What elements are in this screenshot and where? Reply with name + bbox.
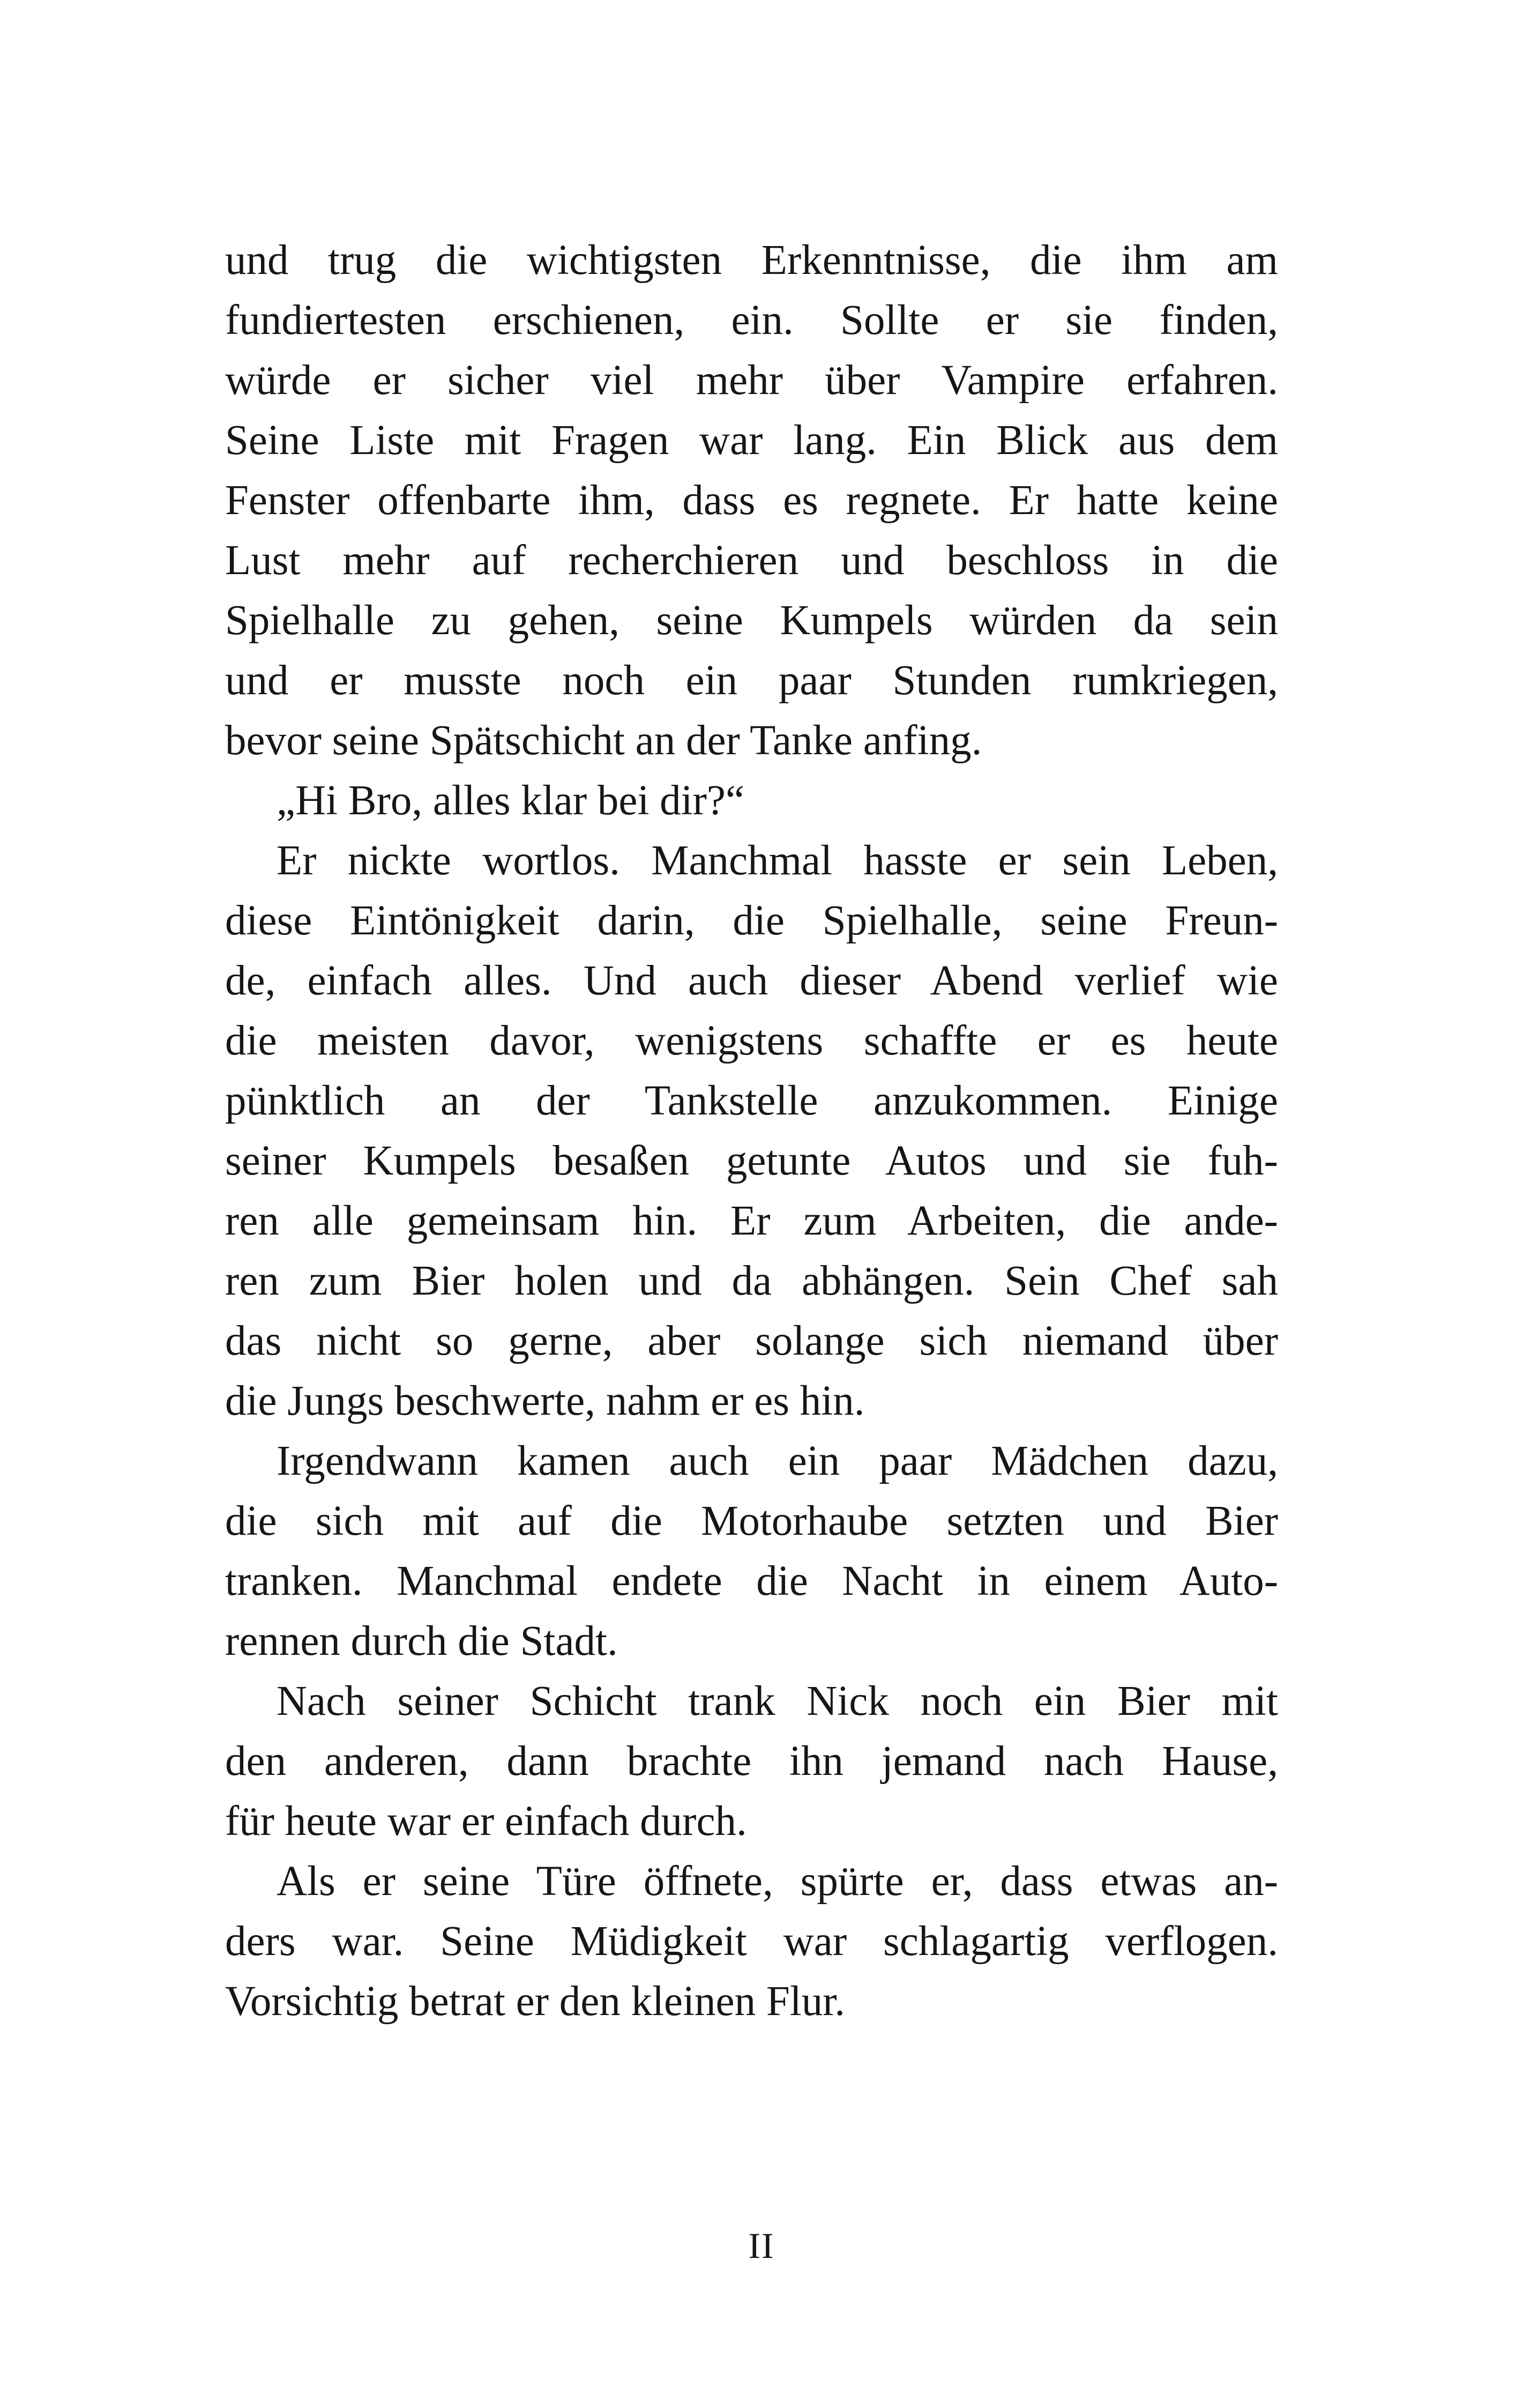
text-line: die meisten davor, wenigstens schaffte er es heute — [225, 1017, 1278, 1064]
text-line: Fenster offenbarte ihm, dass es regnete. Er hatte keine — [225, 477, 1278, 524]
text-line: fundiertesten erschienen, ein. Sollte er sie finden, — [225, 297, 1278, 344]
body-text — [225, 231, 1278, 2032]
text-line: Vorsichtig betrat er den kleinen Flur. — [225, 1978, 845, 2025]
dialogue-line: „Hi Bro, alles klar bei dir?“ — [277, 777, 745, 824]
text-line: ren alle gemeinsam hin. Er zum Arbeiten, die ande- — [225, 1198, 1278, 1244]
paragraph-start-line: Als er seine Türe öffnete, spürte er, dass etwas an- — [277, 1858, 1278, 1905]
text-line: für heute war er einfach durch. — [225, 1798, 747, 1845]
text-line: Spielhalle zu gehen, seine Kumpels würden da sein — [225, 597, 1278, 644]
text-line: das nicht so gerne, aber solange sich niemand über — [225, 1318, 1278, 1364]
paragraph-start-line: Nach seiner Schicht trank Nick noch ein Bier mit — [277, 1678, 1278, 1725]
paragraph-start-line: Irgendwann kamen auch ein paar Mädchen dazu, — [277, 1438, 1278, 1484]
text-line: pünktlich an der Tankstelle anzukommen. Einige — [225, 1077, 1278, 1124]
text-line: und trug die wichtigsten Erkenntnisse, die ihm am — [225, 237, 1278, 284]
text-line: würde er sicher viel mehr über Vampire erfahren. — [225, 357, 1278, 404]
text-line: diese Eintönigkeit darin, die Spielhalle, seine Freun- — [225, 897, 1278, 944]
text-line: bevor seine Spätschicht an der Tanke anfing. — [225, 717, 982, 764]
text-line: seiner Kumpels besaßen getunte Autos und sie fuh- — [225, 1138, 1278, 1184]
text-line: Seine Liste mit Fragen war lang. Ein Blick aus dem — [225, 417, 1278, 464]
text-line: und er musste noch ein paar Stunden rumkriegen, — [225, 657, 1278, 704]
paragraph-start-line: Er nickte wortlos. Manchmal hasste er sein Leben, — [277, 837, 1278, 884]
text-line: rennen durch die Stadt. — [225, 1618, 618, 1664]
text-line: Lust mehr auf recherchieren und beschloss in die — [225, 537, 1278, 584]
text-line: tranken. Manchmal endete die Nacht in einem Auto- — [225, 1558, 1278, 1604]
text-line: die Jungs beschwerte, nahm er es hin. — [225, 1378, 865, 1424]
text-line: die sich mit auf die Motorhaube setzten und Bier — [225, 1498, 1278, 1544]
page-number: II — [748, 2225, 775, 2266]
text-line: de, einfach alles. Und auch dieser Abend verlief wie — [225, 957, 1278, 1004]
text-line: ders war. Seine Müdigkeit war schlagartig verflogen. — [225, 1918, 1278, 1965]
text-line: ren zum Bier holen und da abhängen. Sein Chef sah — [225, 1258, 1278, 1304]
text-line: den anderen, dann brachte ihn jemand nach Hause, — [225, 1738, 1278, 1785]
